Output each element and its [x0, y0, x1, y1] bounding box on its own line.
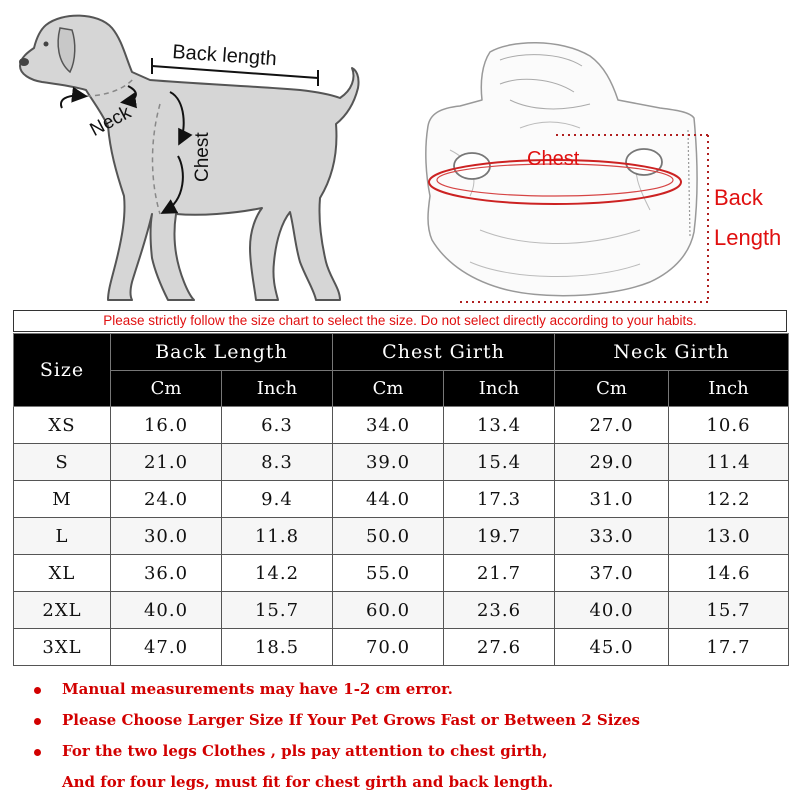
garment-chest-label: Chest: [527, 148, 580, 170]
size-cell: L: [14, 518, 111, 555]
table-cell: 15.7: [222, 592, 333, 629]
note-text: Please Choose Larger Size If Your Pet Grows Fast or Between 2 Sizes: [62, 711, 640, 729]
size-cell: XL: [14, 555, 111, 592]
unit-header: Inch: [444, 371, 555, 407]
table-cell: 40.0: [555, 592, 669, 629]
table-cell: 27.6: [444, 629, 555, 666]
table-cell: 44.0: [333, 481, 444, 518]
table-cell: 55.0: [333, 555, 444, 592]
measurement-illustrations: [0, 0, 800, 310]
table-cell: 21.0: [111, 444, 222, 481]
unit-header: Cm: [333, 371, 444, 407]
table-cell: 40.0: [111, 592, 222, 629]
neck-girth-header: Neck Girth: [555, 334, 789, 371]
unit-header: Inch: [222, 371, 333, 407]
table-cell: 15.7: [669, 592, 789, 629]
table-cell: 11.8: [222, 518, 333, 555]
table-cell: 17.7: [669, 629, 789, 666]
table-cell: 45.0: [555, 629, 669, 666]
table-cell: 34.0: [333, 407, 444, 444]
table-cell: 60.0: [333, 592, 444, 629]
bullet-dot-icon: [34, 687, 41, 694]
bullet-dot-icon: [34, 718, 41, 725]
table-cell: 18.5: [222, 629, 333, 666]
table-cell: 9.4: [222, 481, 333, 518]
unit-header: Inch: [669, 371, 789, 407]
size-cell: S: [14, 444, 111, 481]
table-cell: 50.0: [333, 518, 444, 555]
chest-girth-header: Chest Girth: [333, 334, 555, 371]
note-item: [30, 736, 790, 798]
table-cell: 15.4: [444, 444, 555, 481]
table-cell: 14.2: [222, 555, 333, 592]
note-text: And for four legs, must fit for chest girth and back length.: [62, 773, 554, 791]
table-row: [14, 592, 789, 629]
note-text: Manual measurements may have 1-2 cm error.: [62, 680, 453, 698]
note-item: [30, 705, 790, 736]
garment-back-label-2: Length: [714, 225, 782, 250]
size-table-header: [14, 334, 789, 407]
table-cell: 16.0: [111, 407, 222, 444]
table-row: [14, 407, 789, 444]
table-cell: 24.0: [111, 481, 222, 518]
table-cell: 39.0: [333, 444, 444, 481]
size-chart-table: [13, 333, 789, 666]
size-cell: 2XL: [14, 592, 111, 629]
table-cell: 11.4: [669, 444, 789, 481]
table-cell: 19.7: [444, 518, 555, 555]
table-cell: 36.0: [111, 555, 222, 592]
diagram-svg: [0, 0, 800, 310]
table-row: [14, 555, 789, 592]
size-cell: M: [14, 481, 111, 518]
table-cell: 29.0: [555, 444, 669, 481]
garment-back-label-1: Back: [714, 185, 763, 210]
size-column-header: Size: [14, 334, 111, 407]
table-cell: 13.0: [669, 518, 789, 555]
chest-label: Chest: [192, 132, 213, 182]
table-row: [14, 444, 789, 481]
unit-header: Cm: [111, 371, 222, 407]
table-cell: 30.0: [111, 518, 222, 555]
sizing-notes: [30, 674, 790, 798]
table-row: [14, 481, 789, 518]
size-cell: 3XL: [14, 629, 111, 666]
table-cell: 23.6: [444, 592, 555, 629]
table-cell: 12.2: [669, 481, 789, 518]
table-cell: 17.3: [444, 481, 555, 518]
size-table-body: [14, 407, 789, 666]
table-cell: 8.3: [222, 444, 333, 481]
note-item: [30, 674, 790, 705]
unit-header: Cm: [555, 371, 669, 407]
table-cell: 13.4: [444, 407, 555, 444]
table-row: [14, 629, 789, 666]
size-cell: XS: [14, 407, 111, 444]
table-cell: 37.0: [555, 555, 669, 592]
bullet-dot-icon: [34, 749, 41, 756]
table-cell: 33.0: [555, 518, 669, 555]
table-cell: 70.0: [333, 629, 444, 666]
back-length-marker: [152, 41, 318, 86]
table-row: [14, 518, 789, 555]
note-text: For the two legs Clothes , pls pay attention to chest girth,: [62, 742, 548, 760]
back-length-header: Back Length: [111, 334, 333, 371]
table-cell: 47.0: [111, 629, 222, 666]
table-cell: 6.3: [222, 407, 333, 444]
size-warning-banner: Please strictly follow the size chart to select the size. Do not select directly according to your habits.: [13, 310, 787, 332]
table-cell: 14.6: [669, 555, 789, 592]
neck-label: Neck: [86, 101, 135, 141]
table-cell: 10.6: [669, 407, 789, 444]
table-cell: 27.0: [555, 407, 669, 444]
table-cell: 21.7: [444, 555, 555, 592]
table-cell: 31.0: [555, 481, 669, 518]
back-length-label: Back length: [171, 40, 278, 71]
